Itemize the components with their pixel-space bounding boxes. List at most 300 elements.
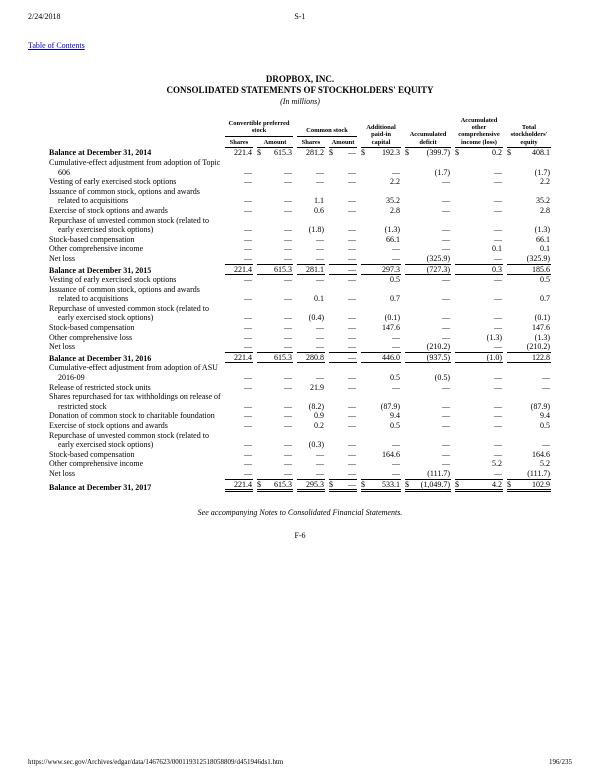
amount-value: (399.7) [426, 148, 450, 158]
table-row [49, 392, 551, 411]
amount-value: 408.1 [532, 148, 550, 158]
amount-cell: — [316, 234, 324, 244]
table-row [49, 216, 551, 235]
table-row [49, 206, 551, 216]
amount-cell: (727.3) [405, 264, 451, 276]
amount-cell: 0.9 [314, 411, 324, 421]
amount-cell: — [348, 177, 356, 187]
amount-cell: — [494, 275, 502, 285]
amount-cell: — [244, 253, 252, 263]
amount-cell: — [442, 449, 450, 459]
amount-cell: (1.3) [486, 332, 502, 342]
table-row [49, 235, 551, 245]
amount-cell: — [244, 459, 252, 469]
amount-cell: 0.1 [492, 244, 502, 254]
amount-cell: — [348, 234, 356, 244]
amount-cell: — [284, 167, 292, 177]
amount-cell: (111.7) [527, 468, 550, 478]
amount-cell [405, 148, 451, 158]
amount-cell: — [316, 332, 324, 342]
row-label: Stock-based compensation [49, 234, 135, 244]
table-row [49, 177, 551, 187]
currency-symbol: $ [507, 479, 511, 489]
amount-cell: — [442, 313, 450, 323]
amount-cell [507, 148, 551, 158]
amount-cell: — [494, 205, 502, 215]
amount-cell: — [284, 196, 292, 206]
amount-cell: — [348, 332, 356, 342]
amount-cell: 2.8 [540, 205, 550, 215]
row-label: Exercise of stock options and awards [49, 421, 168, 430]
amount-cell: 5.2 [492, 459, 502, 469]
amount-cell: 280.8 [297, 352, 325, 364]
amount-cell [329, 148, 357, 158]
table-row [49, 158, 551, 177]
amount-cell: (1.7) [434, 167, 450, 177]
amount-value: 615.3 [274, 148, 292, 158]
amount-cell: — [348, 205, 356, 215]
amount-cell: 2.8 [390, 205, 400, 215]
amount-cell: — [244, 234, 252, 244]
row-label: Release of restricted stock units [49, 382, 151, 392]
amount-cell: — [284, 225, 292, 235]
amount-cell: — [392, 459, 400, 469]
amount-cell: — [542, 440, 550, 450]
amount-cell: — [348, 196, 356, 206]
amount-cell: — [494, 449, 502, 459]
amount-cell: — [284, 244, 292, 254]
amount-cell: — [348, 225, 356, 235]
amount-cell: — [284, 440, 292, 450]
accumulated-deficit-column-header: Accumulated deficit [405, 117, 451, 149]
common-stock-group-header: Common stock [297, 117, 357, 137]
amount-cell: — [494, 294, 502, 304]
amount-cell: — [284, 401, 292, 411]
row-label: Exercise of stock options and awards [49, 205, 168, 215]
amount-cell: — [494, 225, 502, 235]
table-row [49, 411, 551, 421]
apic-column-header: Additional paid-in capital [361, 117, 401, 149]
amount-cell: — [316, 323, 324, 333]
amount-cell: 0.5 [540, 275, 550, 285]
amount-cell: — [442, 234, 450, 244]
amount-cell: 0.7 [540, 294, 550, 304]
amount-cell: — [329, 352, 357, 364]
amount-cell: — [348, 313, 356, 323]
amount-cell: 221.4 [234, 148, 252, 158]
amount-cell: 297.3 [361, 264, 401, 276]
amount-cell: — [284, 459, 292, 469]
amount-cell: — [494, 342, 502, 352]
preferred-amount-subheader: Amount [257, 137, 293, 148]
amount-cell: — [442, 440, 450, 450]
amount-value: 533.1 [382, 479, 400, 489]
amount-cell: — [392, 468, 400, 478]
amount-cell: — [244, 167, 252, 177]
table-row [49, 285, 551, 304]
statement-titles [28, 74, 572, 107]
table-row [49, 333, 551, 343]
amount-cell: 2.2 [540, 177, 550, 187]
row-label: Balance at December 31, 2014 [49, 148, 152, 158]
currency-symbol: $ [257, 148, 261, 158]
amount-cell: 9.4 [390, 411, 400, 421]
amount-cell: — [244, 373, 252, 383]
amount-cell: (210.2) [426, 342, 450, 352]
row-label: Net loss [49, 253, 75, 263]
amount-cell: — [316, 449, 324, 459]
row-label: Cumulative-effect adjustment from adoption of ASU 2016-09 [49, 363, 218, 383]
row-label: Balance at December 31, 2015 [49, 265, 152, 275]
amount-cell: (87.9) [530, 401, 550, 411]
statement-title: CONSOLIDATED STATEMENTS OF STOCKHOLDERS' EQUITY [166, 85, 434, 96]
currency-symbol: $ [405, 148, 409, 158]
amount-cell: 122.8 [507, 352, 551, 364]
amount-cell: — [392, 332, 400, 342]
amount-cell: — [442, 459, 450, 469]
toc-row [28, 41, 572, 50]
amount-cell: 66.1 [536, 234, 550, 244]
amount-cell: — [348, 294, 356, 304]
amount-cell: — [244, 440, 252, 450]
amount-cell: — [348, 468, 356, 478]
amount-cell: — [329, 264, 357, 276]
table-row [49, 342, 551, 352]
print-footer [28, 758, 572, 766]
amount-cell: — [284, 382, 292, 392]
amount-cell: — [244, 313, 252, 323]
row-label: Other comprehensive income [49, 244, 144, 254]
amount-cell: 66.1 [386, 234, 400, 244]
amount-cell: — [316, 459, 324, 469]
amount-cell: — [284, 205, 292, 215]
amount-cell: — [442, 205, 450, 215]
amount-cell: 0.1 [540, 244, 550, 254]
table-row [49, 450, 551, 460]
amount-cell: — [316, 253, 324, 263]
amount-cell: 147.6 [532, 323, 550, 333]
amount-cell: — [284, 253, 292, 263]
row-label-column-header [49, 117, 221, 149]
amount-cell: — [442, 177, 450, 187]
row-label: Repurchase of unvested common stock (related to early exercised stock options) [49, 215, 209, 235]
amount-cell: — [244, 244, 252, 254]
amount-cell: — [284, 313, 292, 323]
header-spacer [391, 12, 572, 21]
amount-cell: 0.5 [390, 373, 400, 383]
amount-cell [405, 479, 451, 493]
amount-cell: (0.3) [308, 440, 324, 450]
statement-page-label: F-6 [294, 531, 306, 541]
amount-cell: — [348, 449, 356, 459]
amount-cell: — [284, 332, 292, 342]
amount-cell: — [442, 225, 450, 235]
amount-cell: — [442, 382, 450, 392]
amount-cell [455, 479, 503, 493]
row-label: Vesting of early exercised stock options [49, 177, 177, 187]
amount-cell: — [284, 449, 292, 459]
table-row [49, 469, 551, 479]
amount-cell: — [348, 275, 356, 285]
amount-cell [257, 479, 293, 493]
amount-cell: — [348, 373, 356, 383]
amount-cell: — [348, 401, 356, 411]
table-row [49, 148, 551, 158]
amount-cell: — [284, 177, 292, 187]
amount-cell: — [316, 373, 324, 383]
total-equity-column-header: Total stockholders' equity [507, 117, 551, 149]
row-label: Balance at December 31, 2017 [49, 482, 152, 492]
row-label: Repurchase of unvested common stock (related to early exercised stock options) [49, 430, 209, 450]
amount-value: 0.2 [492, 148, 502, 158]
amount-value: — [348, 148, 356, 158]
amount-cell: — [316, 244, 324, 254]
amount-cell: — [244, 332, 252, 342]
amount-cell: 185.6 [507, 264, 551, 276]
amount-cell: (0.4) [308, 313, 324, 323]
accompanying-notes-line: See accompanying Notes to Consolidated Financial Statements. [197, 508, 403, 518]
amount-cell: — [284, 421, 292, 430]
table-row [49, 254, 551, 264]
table-row [49, 323, 551, 333]
row-label: Vesting of early exercised stock options [49, 275, 177, 285]
amount-cell: — [442, 244, 450, 254]
amount-cell: 0.1 [314, 294, 324, 304]
amount-cell: 164.6 [382, 449, 400, 459]
amount-cell: 446.0 [361, 352, 401, 364]
amount-cell: (1.8) [308, 225, 324, 235]
row-label: Issuance of common stock, options and awards related to acquisitions [49, 284, 200, 304]
amount-cell: (87.9) [380, 401, 400, 411]
amount-cell: — [494, 313, 502, 323]
amount-cell: — [494, 323, 502, 333]
amount-cell: — [392, 167, 400, 177]
currency-symbol: $ [257, 479, 261, 489]
common-amount-subheader: Amount [329, 137, 357, 148]
amount-cell: (1.0) [455, 352, 503, 364]
amount-cell: — [316, 468, 324, 478]
table-row [49, 431, 551, 450]
footer-url: https://www.sec.gov/Archives/edgar/data/1467623/000119312518058809/d451946ds1.htm [28, 758, 284, 766]
row-label: Net loss [49, 468, 75, 478]
common-shares-subheader: Shares [297, 137, 325, 148]
amount-cell: 281.1 [297, 264, 325, 276]
table-row [49, 244, 551, 254]
amount-cell [507, 479, 551, 493]
row-label: Net loss [49, 342, 75, 352]
amount-cell: — [494, 253, 502, 263]
amount-value: 192.3 [382, 148, 400, 158]
amount-cell: — [244, 421, 252, 430]
amount-cell: — [244, 411, 252, 421]
currency-symbol: $ [405, 479, 409, 489]
amount-cell: — [494, 196, 502, 206]
amount-cell: — [392, 253, 400, 263]
amount-cell: 295.3 [297, 479, 325, 493]
row-label: Cumulative-effect adjustment from adoption of Topic 606 [49, 157, 221, 177]
amount-value: 615.3 [274, 479, 292, 489]
amount-cell: — [348, 440, 356, 450]
amount-cell: — [284, 234, 292, 244]
row-label: Donation of common stock to charitable foundation [49, 411, 215, 421]
amount-cell: — [316, 167, 324, 177]
amount-cell: (325.9) [526, 253, 550, 263]
amount-cell: — [442, 332, 450, 342]
amount-cell: — [392, 244, 400, 254]
amount-cell: — [392, 382, 400, 392]
amount-cell: — [494, 401, 502, 411]
amount-cell: (937.5) [405, 352, 451, 364]
amount-cell: 5.2 [540, 459, 550, 469]
header-doc-type: S-1 [294, 12, 306, 21]
amount-cell: 1.1 [314, 196, 324, 206]
currency-symbol: $ [455, 479, 459, 489]
row-label: Issuance of common stock, options and awards related to acquisitions [49, 186, 200, 206]
table-row [49, 264, 551, 276]
amount-cell: — [244, 342, 252, 352]
amount-cell: — [542, 373, 550, 383]
amount-cell: (0.1) [534, 313, 550, 323]
amount-value: 4.2 [492, 479, 502, 489]
amount-cell: 0.5 [390, 421, 400, 430]
amount-cell: — [348, 167, 356, 177]
amount-cell: (1.7) [534, 167, 550, 177]
row-label: Other comprehensive income [49, 459, 144, 469]
equity-table-body [49, 148, 551, 492]
amount-cell: (1.3) [534, 225, 550, 235]
amount-cell: — [494, 411, 502, 421]
amount-cell: 21.9 [310, 382, 324, 392]
page-header [28, 12, 572, 21]
amount-cell: 9.4 [540, 411, 550, 421]
table-row [49, 459, 551, 469]
amount-cell: — [494, 167, 502, 177]
currency-symbol: $ [455, 148, 459, 158]
row-label: Shares repurchased for tax withholdings on release of restricted stock [49, 392, 221, 411]
amount-cell: — [494, 421, 502, 430]
amount-cell: — [284, 468, 292, 478]
amount-cell: — [244, 225, 252, 235]
amount-cell: 35.2 [536, 196, 550, 206]
table-row [49, 479, 551, 493]
amount-cell: — [244, 196, 252, 206]
amount-cell: — [442, 411, 450, 421]
row-label: Stock-based compensation [49, 449, 135, 459]
header-date: 2/24/2018 [28, 12, 61, 21]
amount-cell: — [392, 342, 400, 352]
table-row [49, 363, 551, 382]
amount-cell: 0.5 [540, 421, 550, 430]
amount-cell: — [494, 177, 502, 187]
units-label: (In millions) [280, 96, 320, 106]
amount-cell: 2.2 [390, 177, 400, 187]
amount-cell: — [442, 401, 450, 411]
amount-cell: — [244, 275, 252, 285]
amount-cell: (210.2) [526, 342, 550, 352]
table-row [49, 304, 551, 323]
amount-cell: — [442, 294, 450, 304]
currency-symbol: $ [361, 148, 365, 158]
stockholders-equity-table [45, 117, 555, 493]
amount-cell: — [284, 373, 292, 383]
currency-symbol: $ [507, 148, 511, 158]
table-row [49, 275, 551, 285]
amount-cell: 0.3 [455, 264, 503, 276]
amount-cell: — [494, 234, 502, 244]
amount-cell: (1.3) [534, 332, 550, 342]
amount-cell: (0.1) [384, 313, 400, 323]
amount-cell: (8.2) [308, 401, 324, 411]
amount-cell: — [284, 323, 292, 333]
amount-cell: — [284, 275, 292, 285]
amount-cell: 0.7 [390, 294, 400, 304]
amount-cell: (1.3) [384, 225, 400, 235]
amount-cell: (0.5) [434, 373, 450, 383]
amount-cell [257, 148, 293, 158]
amount-cell: — [348, 323, 356, 333]
amount-cell: 35.2 [386, 196, 400, 206]
amount-cell: — [284, 342, 292, 352]
amount-cell [361, 148, 401, 158]
row-label: Repurchase of unvested common stock (related to early exercised stock options) [49, 303, 209, 323]
amount-cell: 0.6 [314, 205, 324, 215]
amount-cell: — [348, 382, 356, 392]
amount-cell [361, 479, 401, 493]
amount-cell: 221.4 [225, 352, 253, 364]
amount-cell: — [348, 459, 356, 469]
amount-value: — [348, 479, 356, 489]
amount-cell: — [442, 196, 450, 206]
amount-cell: — [316, 342, 324, 352]
amount-cell: (111.7) [427, 468, 450, 478]
amount-value: 102.9 [532, 479, 550, 489]
amount-cell: 221.4 [225, 479, 253, 493]
amount-cell: — [542, 382, 550, 392]
table-row [49, 187, 551, 206]
amount-cell: — [442, 421, 450, 430]
amount-cell: — [442, 323, 450, 333]
amount-value: (1,049.7) [420, 479, 450, 489]
amount-cell: (325.9) [426, 253, 450, 263]
amount-cell: 615.3 [257, 264, 293, 276]
table-row [49, 383, 551, 393]
amount-cell: — [284, 294, 292, 304]
amount-cell: — [316, 275, 324, 285]
currency-symbol: $ [361, 479, 365, 489]
amount-cell: — [442, 275, 450, 285]
table-header [49, 117, 551, 149]
amount-cell: 0.2 [314, 421, 324, 430]
table-of-contents-link[interactable]: Table of Contents [28, 41, 85, 50]
amount-cell: — [244, 294, 252, 304]
amount-cell: 164.6 [532, 449, 550, 459]
amount-cell: 281.2 [306, 148, 324, 158]
amount-cell: — [284, 411, 292, 421]
amount-cell: — [348, 411, 356, 421]
amount-cell: — [244, 401, 252, 411]
amount-cell: — [348, 244, 356, 254]
company-name: DROPBOX, INC. [265, 74, 335, 84]
amount-cell: — [244, 177, 252, 187]
amount-cell: 615.3 [257, 352, 293, 364]
amount-cell: — [494, 468, 502, 478]
row-label: Stock-based compensation [49, 323, 135, 333]
amount-cell: — [244, 323, 252, 333]
amount-cell [455, 148, 503, 158]
amount-cell: 221.4 [225, 264, 253, 276]
amount-cell: — [244, 449, 252, 459]
row-label: Other comprehensive loss [49, 332, 133, 342]
